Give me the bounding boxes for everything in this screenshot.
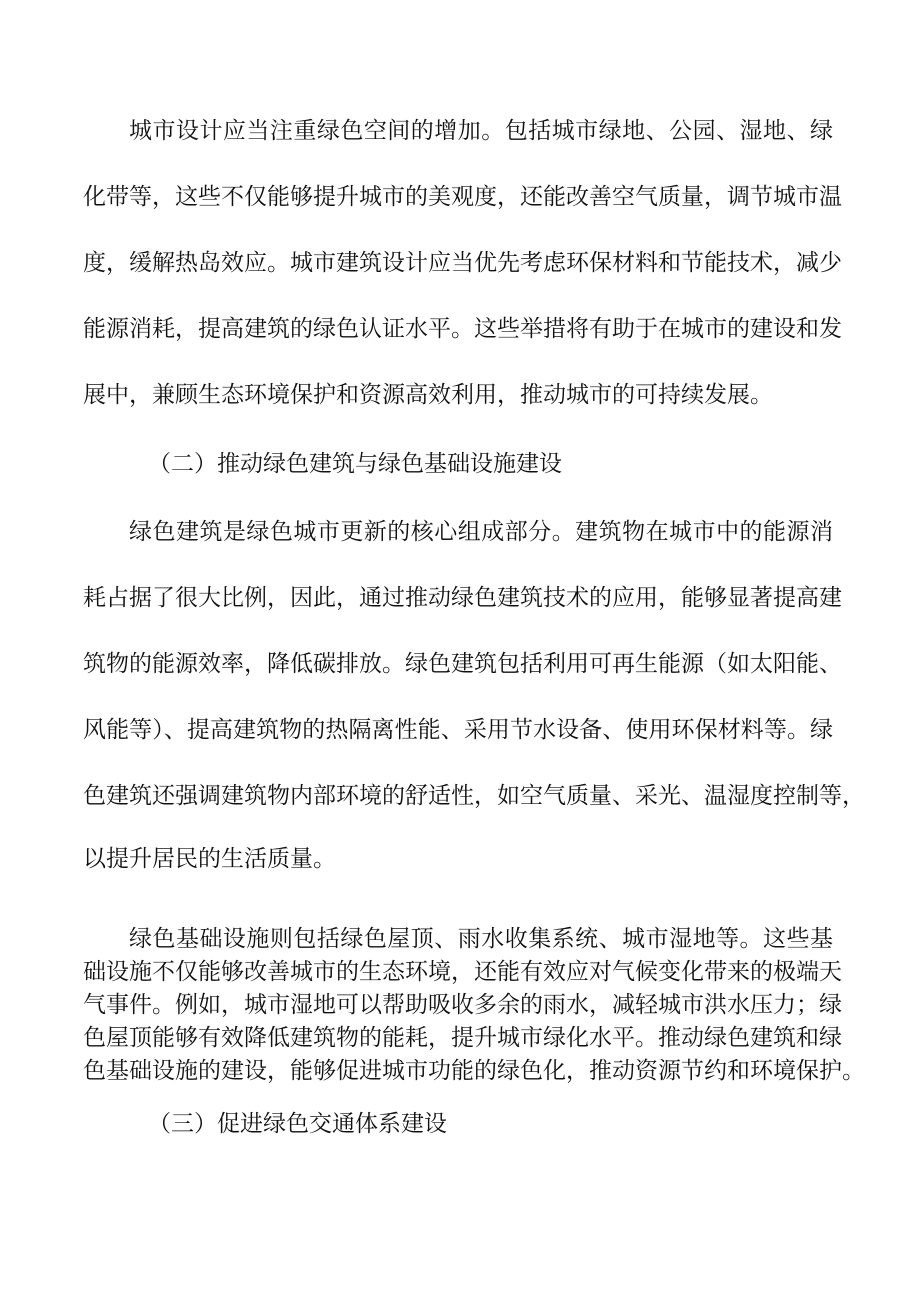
paragraph-line: 能源消耗，提高建筑的绿色认证水平。这些举措将有助于在城市的建设和发 xyxy=(83,316,842,342)
section-heading: （二）推动绿色建筑与绿色基础设施建设 xyxy=(148,451,562,477)
paragraph-line: 化带等，这些不仅能够提升城市的美观度，还能改善空气质量，调节城市温 xyxy=(83,184,842,210)
section-heading: （三）促进绿色交通体系建设 xyxy=(148,1111,447,1137)
paragraph-line: 色基础设施的建设，能够促进城市功能的绿色化，推动资源节约和环境保护。 xyxy=(83,1058,865,1084)
paragraph-line: 风能等）、提高建筑物的热隔离性能、采用节水设备、使用环保材料等。绿 xyxy=(83,717,833,743)
paragraph-line: 以提升居民的生活质量。 xyxy=(83,846,336,872)
paragraph-line: 筑物的能源效率，降低碳排放。绿色建筑包括利用可再生能源（如太阳能、 xyxy=(83,651,842,677)
paragraph-line: 色屋顶能够有效降低建筑物的能耗，提升城市绿化水平。推动绿色建筑和绿 xyxy=(83,1025,842,1051)
paragraph-line: 绿色建筑是绿色城市更新的核心组成部分。建筑物在城市中的能源消 xyxy=(129,519,833,545)
paragraph-line: 绿色基础设施则包括绿色屋顶、雨水收集系统、城市湿地等。这些基 xyxy=(129,926,833,952)
paragraph-line: 展中，兼顾生态环境保护和资源高效利用，推动城市的可持续发展。 xyxy=(83,382,773,408)
paragraph-line: 色建筑还强调建筑物内部环境的舒适性，如空气质量、采光、温湿度控制等， xyxy=(83,783,865,809)
paragraph-line: 城市设计应当注重绿色空间的增加。包括城市绿地、公园、湿地、绿 xyxy=(129,118,833,144)
paragraph-line: 耗占据了很大比例，因此，通过推动绿色建筑技术的应用，能够显著提高建 xyxy=(83,585,842,611)
paragraph-line: 度，缓解热岛效应。城市建筑设计应当优先考虑环保材料和节能技术，减少 xyxy=(83,250,842,276)
paragraph-line: 础设施不仅能够改善城市的生态环境，还能有效应对气候变化带来的极端天 xyxy=(83,959,842,985)
paragraph-line: 气事件。例如，城市湿地可以帮助吸收多余的雨水，减轻城市洪水压力；绿 xyxy=(83,992,842,1018)
